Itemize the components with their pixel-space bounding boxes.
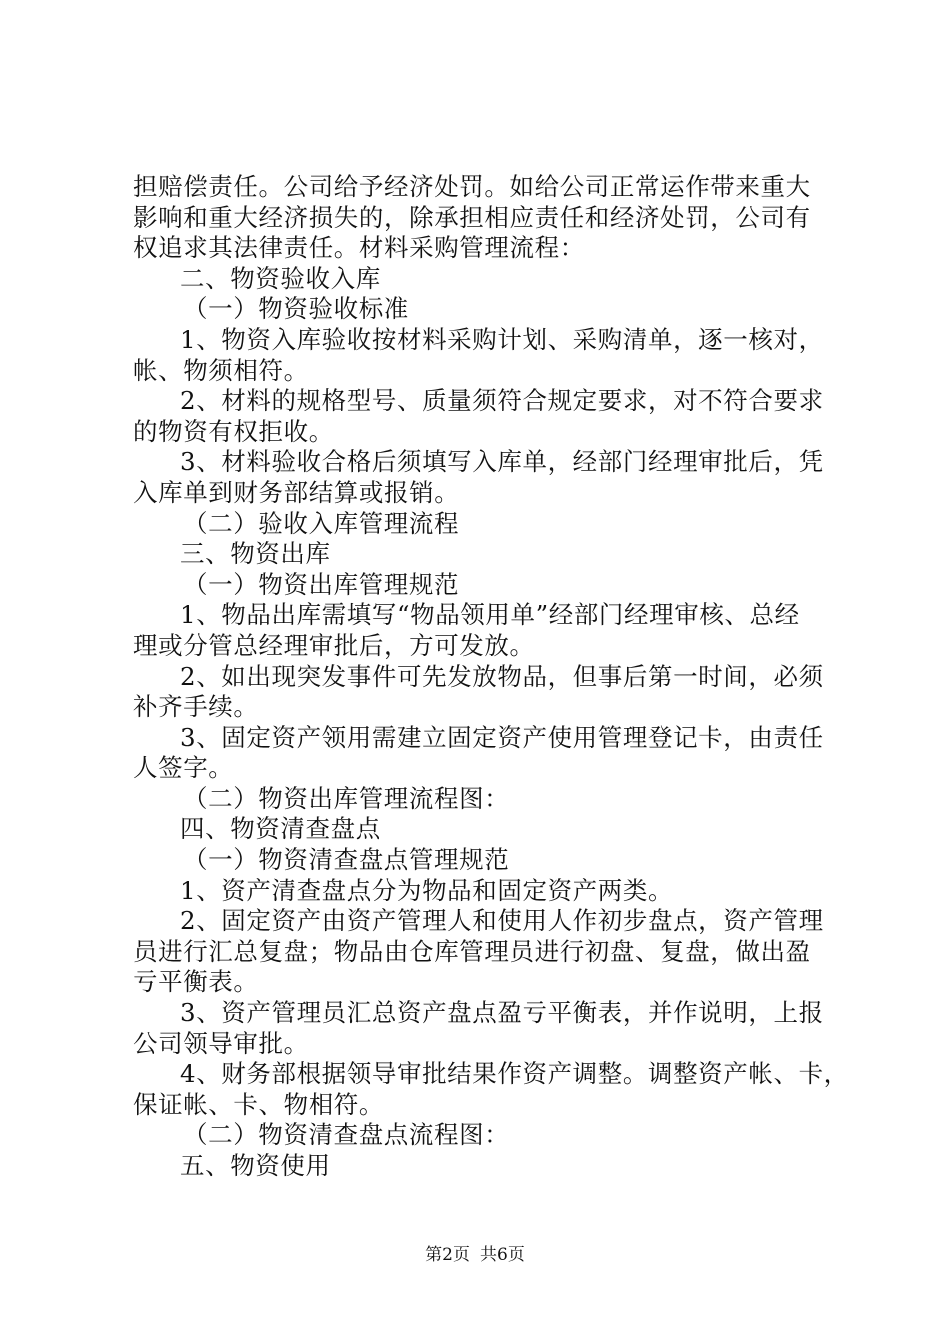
text-line: 3、材料验收合格后须填写入库单，经部门经理审批后，凭 xyxy=(180,447,824,477)
text-line: 五、物资使用 xyxy=(180,1151,331,1180)
text-line: 理或分管总经理审批后，方可发放。 xyxy=(133,630,535,660)
text-line: 权追求其法律责任。材料采购管理流程： xyxy=(133,233,585,263)
text-line: 影响和重大经济损失的，除承担相应责任和经济处罚，公司有 xyxy=(133,202,811,232)
text-line: 4、财务部根据领导审批结果作资产调整。调整资产帐、卡， xyxy=(180,1059,849,1089)
text-line: 担赔偿责任。公司给予经济处罚。如给公司正常运作带来重大 xyxy=(133,172,811,201)
text-line: （二）物资出库管理流程图： xyxy=(183,783,510,813)
text-line: 2、固定资产由资产管理人和使用人作初步盘点，资产管理 xyxy=(180,906,824,936)
text-line: 3、资产管理员汇总资产盘点盈亏平衡表，并作说明，上报 xyxy=(180,998,824,1028)
page-footer xyxy=(0,1244,950,1266)
page-total: 共6页 xyxy=(480,1245,525,1265)
text-line: 1、物资入库验收按材料采购计划、采购清单，逐一核对， xyxy=(180,324,824,354)
text-line: 2、如出现突发事件可先发放物品，但事后第一时间，必须 xyxy=(180,661,824,691)
text-line: 的物资有权拒收。 xyxy=(133,416,334,446)
text-line: （二）验收入库管理流程 xyxy=(183,508,460,538)
text-line: 四、物资清查盘点 xyxy=(180,814,381,844)
text-line: （二）物资清查盘点流程图： xyxy=(183,1120,510,1150)
text-line: 1、资产清查盘点分为物品和固定资产两类。 xyxy=(180,875,674,905)
text-line: 人签字。 xyxy=(133,753,234,783)
text-line: （一）物资出库管理规范 xyxy=(183,569,460,599)
text-line: 2、材料的规格型号、质量须符合规定要求，对不符合要求 xyxy=(180,386,824,416)
text-line: （一）物资清查盘点管理规范 xyxy=(183,845,510,875)
text-line: 补齐手续。 xyxy=(133,692,259,722)
text-line: 二、物资验收入库 xyxy=(180,263,381,293)
text-line: 亏平衡表。 xyxy=(133,967,259,997)
text-line: 帐、物须相符。 xyxy=(133,355,309,385)
text-line: 保证帐、卡、物相符。 xyxy=(133,1089,384,1119)
text-line: 三、物资出库 xyxy=(180,539,331,569)
text-line: 员进行汇总复盘；物品由仓库管理员进行初盘、复盘，做出盈 xyxy=(133,936,811,966)
text-line: 公司领导审批。 xyxy=(133,1028,309,1058)
text-line: 入库单到财务部结算或报销。 xyxy=(133,477,460,507)
document-body xyxy=(133,172,849,1182)
page-number: 第2页 xyxy=(425,1245,470,1265)
text-line: （一）物资验收标准 xyxy=(183,294,409,324)
text-line: 3、固定资产领用需建立固定资产使用管理登记卡，由责任 xyxy=(180,722,824,752)
text-line: 1、物品出库需填写“物品领用单”经部门经理审核、总经 xyxy=(180,600,800,630)
